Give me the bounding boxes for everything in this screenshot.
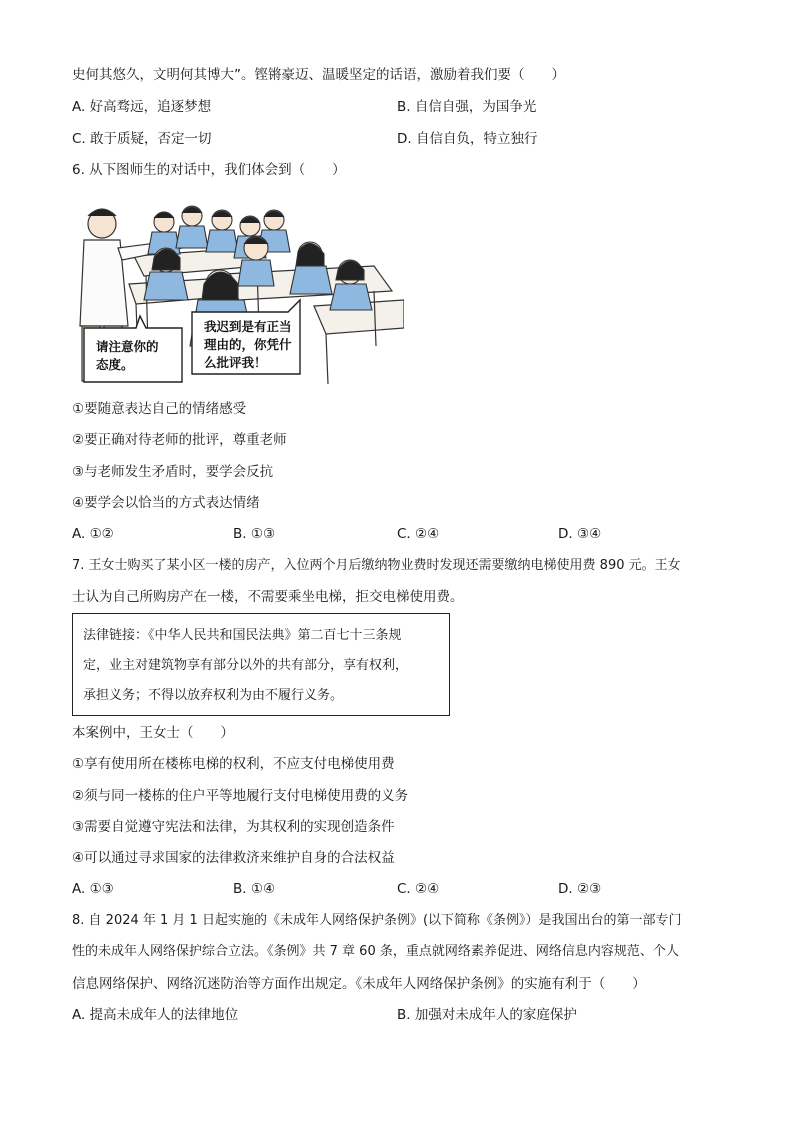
q7-option-c[interactable]: C. ②④	[397, 881, 440, 897]
q6-option-d[interactable]: D. ③④	[558, 526, 602, 542]
q7-statement-2: ②须与同一楼栋的住户平等地履行支付电梯使用费的义务	[72, 788, 409, 804]
question-6-stem: 6. 从下图师生的对话中，我们体会到（ ）	[72, 162, 346, 178]
q5-option-c[interactable]: C. 敢于质疑，否定一切	[72, 131, 212, 147]
q7-statement-3: ③需要自觉遵守宪法和法律，为其权利的实现创造条件	[72, 819, 395, 835]
q5-option-a[interactable]: A. 好高骛远，追逐梦想	[72, 99, 212, 115]
q5-option-b[interactable]: B. 自信自强，为国争光	[397, 99, 537, 115]
student-bubble-line-1: 我迟到是有正当	[204, 319, 292, 334]
question-7-stem-line-2: 士认为自己所购房产在一楼，不需要乘坐电梯，拒交电梯使用费。	[72, 589, 464, 605]
classroom-illustration-drawing	[74, 196, 404, 384]
q6-option-c[interactable]: C. ②④	[397, 526, 440, 542]
q6-statement-1: ①要随意表达自己的情绪感受	[72, 401, 247, 417]
q7-sub-stem: 本案例中，王女士（ ）	[72, 725, 234, 741]
law-link-line-3: 承担义务；不得以放弃权利为由不履行义务。	[83, 688, 344, 703]
student-bubble-line-2: 理由的，你凭什	[204, 337, 292, 352]
q6-statement-4: ④要学会以恰当的方式表达情绪	[72, 495, 260, 511]
teacher-bubble-line-1: 请注意你的	[96, 339, 159, 354]
q6-option-b[interactable]: B. ①③	[233, 526, 276, 542]
question-7-stem-line-1: 7. 王女士购买了某小区一楼的房产，入位两个月后缴纳物业费时发现还需要缴纳电梯使用费 890 元。王女	[72, 558, 681, 573]
law-link-box	[72, 613, 450, 716]
q7-option-b[interactable]: B. ①④	[233, 881, 276, 897]
law-link-line-1: 法律链接：《中华人民共和国民法典》第二百七十三条规	[83, 628, 402, 643]
student-bubble-line-3: 么批评我！	[204, 355, 267, 370]
teacher-bubble-line-2: 态度。	[96, 357, 134, 372]
q8-option-a[interactable]: A. 提高未成年人的法律地位	[72, 1007, 239, 1023]
q6-option-a[interactable]: A. ①②	[72, 526, 114, 542]
question-8-stem-line-2: 性的未成年人网络保护综合立法。《条例》共 7 章 60 条，重点就网络素养促进、网络信息内容规范、个人	[72, 944, 679, 959]
classroom-illustration	[74, 196, 404, 384]
q7-statement-1: ①享有使用所在楼栋电梯的权利，不应支付电梯使用费	[72, 756, 395, 772]
q5-option-d[interactable]: D. 自信自负，特立独行	[397, 131, 538, 147]
q7-option-d[interactable]: D. ②③	[558, 881, 602, 897]
q7-statement-4: ④可以通过寻求国家的法律救济来维护自身的合法权益	[72, 850, 395, 866]
q7-option-a[interactable]: A. ①③	[72, 881, 114, 897]
q6-statement-2: ②要正确对待老师的批评，尊重老师	[72, 432, 287, 448]
law-link-line-2: 定，业主对建筑物享有部分以外的共有部分，享有权利，	[83, 658, 409, 673]
q6-statement-3: ③与老师发生矛盾时，要学会反抗	[72, 464, 274, 480]
q8-option-b[interactable]: B. 加强对未成年人的家庭保护	[397, 1007, 577, 1023]
question-8-stem-line-1: 8. 自 2024 年 1 月 1 日起实施的《未成年人网络保护条例》(以下简称《条例》）是我国出台的第一部专门	[72, 913, 682, 928]
question-8-stem-line-3: 信息网络保护、网络沉迷防治等方面作出规定。《未成年人网络保护条例》的实施有利于（ ）	[72, 976, 646, 992]
question-5-stem-tail: 史何其悠久，文明何其博大”。铿锵豪迈、温暖坚定的话语，激励着我们要（ ）	[72, 67, 565, 83]
